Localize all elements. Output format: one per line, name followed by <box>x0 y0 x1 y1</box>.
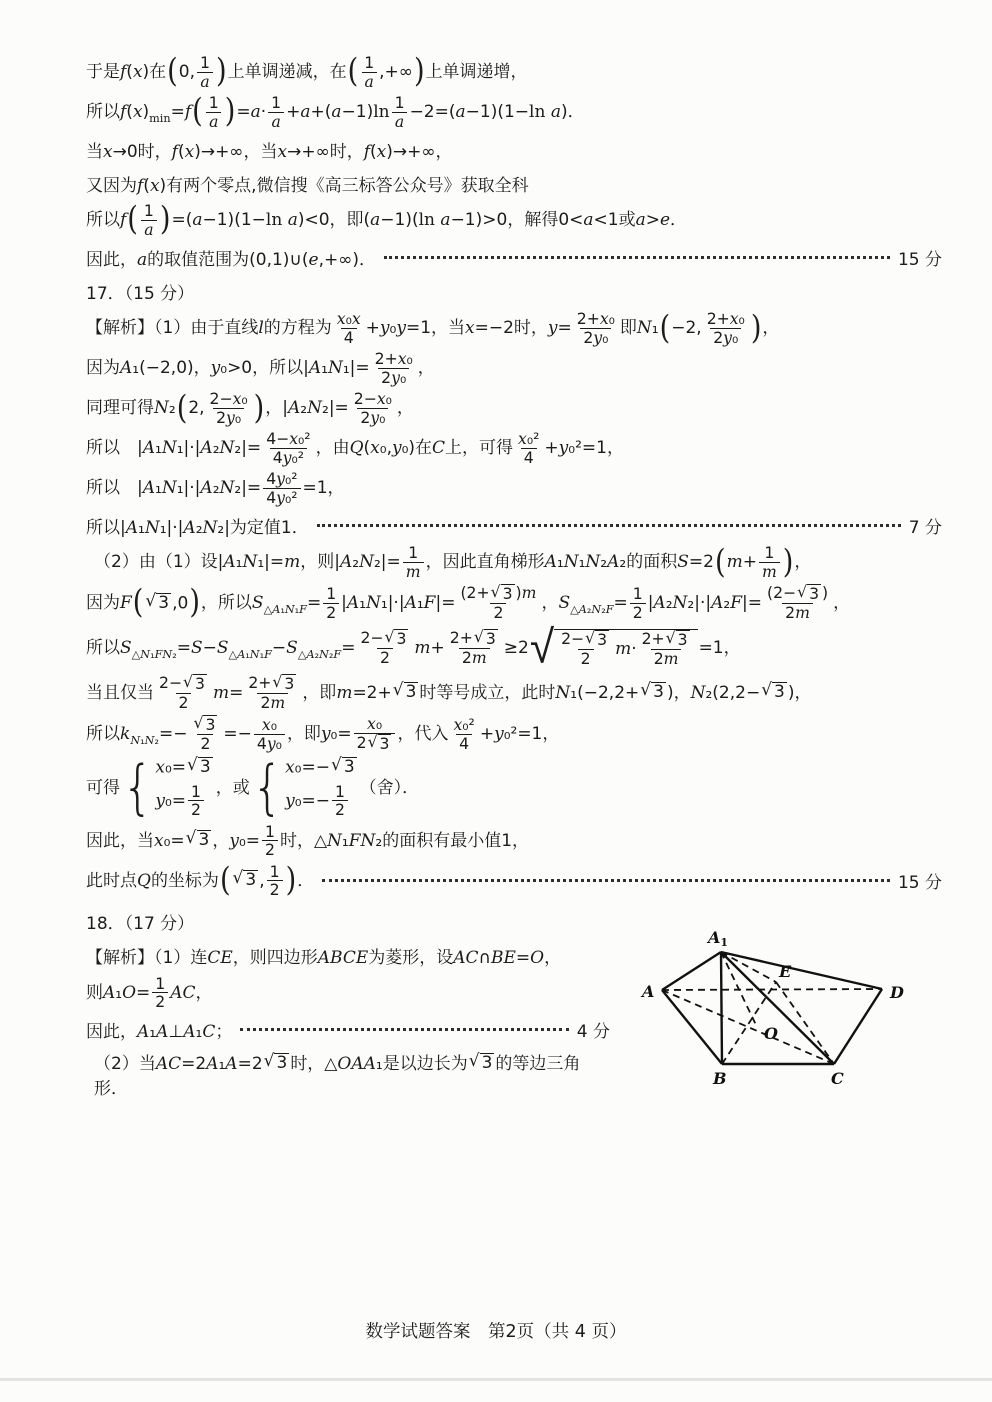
big-parentheses: ( m+ $\frac{1}{m}$ ) <box>714 543 794 581</box>
score-label: 4 分 <box>576 1022 610 1043</box>
solid-edge-AB <box>662 990 722 1064</box>
radical: √ 3 <box>473 627 496 649</box>
big-parentheses: ( $\frac{1}{a}$ ) <box>192 93 236 131</box>
radical: √ 3 <box>384 627 407 649</box>
fraction: $\frac{\text{2−x₀}}{\text{2y₀}}$ <box>353 389 392 427</box>
solution-line <box>86 752 942 822</box>
radical: √ 3 <box>183 671 205 693</box>
fraction: $\frac{1}{2}$ <box>152 975 168 1011</box>
line-content: 所以 |A₁N₁|·|A₂N₂|= $\frac{\text{4−x₀²}}{\text{4y₀²}}$ ，由Q(x₀,y₀)在C上，可得 $\frac{\text{x₀²}}{4}$ +y₀²=1， <box>86 429 624 467</box>
fraction: $\frac{\text{2−x₀}}{\text{2y₀}}$ <box>209 389 248 427</box>
geometry-figure <box>624 909 924 1097</box>
fraction: $\frac{1}{2}$ <box>630 585 646 621</box>
solid-edge-A1D <box>721 952 882 989</box>
vertex-label-A1: A1 <box>708 927 729 949</box>
radical: √ 3 <box>665 627 688 649</box>
fraction: $\frac{1}{m}$ <box>403 544 424 580</box>
fraction: $\frac{\text{x₀x}}{4}$ <box>336 309 361 347</box>
subscript: △A₂N₂F <box>570 603 614 617</box>
subscript: △A₁N₁F <box>228 647 272 661</box>
solid-edge-AA1 <box>662 952 721 990</box>
score-label: 7 分 <box>908 517 942 538</box>
solution-line <box>86 1049 610 1099</box>
dots-leader <box>384 256 890 259</box>
subscript: N₁N₂ <box>130 734 159 748</box>
line-content: 因为A₁(−2,0)，y₀>0，所以|A₁N₁|= $\frac{\text{2+x₀}}{\text{2y₀}}$ ， <box>86 349 435 387</box>
fraction: 2+ √ 3 2m <box>641 627 688 668</box>
scan-edge-artifact <box>0 1378 992 1381</box>
fraction: $\frac{1}{2}$ <box>332 783 348 819</box>
line-content: 于是f(x)在 ( 0, $\frac{1}{a}$ ) 上单调递减，在 ( $\frac{1}{a}$ ,+∞ ) 上单调递增， <box>86 53 528 91</box>
radical: √ 3 <box>797 582 820 604</box>
cases-system: { x₀=− √ 3 y₀=− $\frac{1}{2}$ <box>251 752 355 822</box>
line-content: 所以f ( $\frac{1}{a}$ ) =(a−1)(1−ln a)<0，即(a−1)(ln a−1)>0，解得0<a<1或a>e． <box>86 201 688 239</box>
solution-line <box>86 390 942 426</box>
solution-line <box>86 350 942 386</box>
vertex-label-D: D <box>890 982 904 1002</box>
fraction: $\frac{\text{2+x₀}}{\text{2y₀}}$ <box>706 309 745 347</box>
line-content: 则A₁O= $\frac{1}{2}$ AC， <box>86 973 213 1012</box>
dashed-edge-AC <box>662 990 834 1064</box>
fraction: $\frac{1}{a}$ <box>361 54 377 90</box>
fraction: 2− √ 3 2 <box>561 627 608 668</box>
solution-line <box>86 168 942 198</box>
big-parentheses: ( $\frac{1}{a}$ ) <box>127 201 171 239</box>
line-content: 同理可得N₂ ( 2, $\frac{\text{2−x₀}}{\text{2y₀}}$ ) ，|A₂N₂|= $\frac{\text{2−x₀}}{\text{2y₀}}$ ， <box>86 389 414 427</box>
line-content: 此时点Q的坐标为 ( √ 3 , $\frac{1}{2}$ ) ． <box>86 861 315 900</box>
solution-line <box>86 620 942 675</box>
fraction: $\frac{1}{a}$ <box>206 94 222 130</box>
line-content: 所以$f(x)_{min}=f$ ( $\frac{1}{a}$ ) =a· $\frac{1}{a}$ +a+(a−1)ln $\frac{1}{a}$ −2=(a−1)(1−ln a)． <box>86 93 585 131</box>
line-content: 【解析】（1）由于直线l的方程为 $\frac{\text{x₀x}}{4}$ +y₀y=1，当x=−2时，y= $\frac{\text{2+x₀}}{\text{2y₀}}$ 即N₁ ( −2, $\frac{\text{2+x₀}}{\text{2y₀}}$ ) ， <box>86 309 780 347</box>
solution-line <box>86 671 942 712</box>
cases-system: { x₀= √ 3 y₀= $\frac{1}{2}$ <box>122 752 211 822</box>
dots-leader <box>317 524 901 527</box>
dashed-edge-BE <box>722 982 776 1064</box>
big-parentheses: ( 2, $\frac{\text{2−x₀}}{\text{2y₀}}$ ) <box>176 389 265 427</box>
radical: √ 3 <box>367 732 390 753</box>
line-content: 所以$S_{\triangle N_1FN_2}=S-S_{\triangle A_1N_1F}-S_{\triangle A_2N_2F}=$ 2− √ 3 2 m+ 2+ √ 3 2m ≥2 √ 2− √ 3 2 m· 2+ √ 3 2m =1， <box>86 620 741 675</box>
solution-line <box>86 134 942 164</box>
radical: √ 3 <box>330 754 355 777</box>
score-label: 15 分 <box>897 873 942 894</box>
subscript: △A₁N₁F <box>263 603 307 617</box>
fraction: $\frac{\text{4−x₀²}}{\text{4y₀²}}$ <box>266 429 311 467</box>
big-parentheses: ( 0, $\frac{1}{a}$ ) <box>167 53 227 91</box>
solution-line <box>86 1015 610 1045</box>
page-footer: 数学试题答案 第2页（共 4 页） <box>365 1322 627 1342</box>
fraction: x₀ 2 √ 3 <box>354 715 396 753</box>
vertex-label-C: C <box>831 1068 844 1088</box>
radical: √ 3 <box>468 1051 493 1074</box>
big-parentheses: ( √ 3 , $\frac{1}{2}$ ) <box>219 861 297 900</box>
fraction: $\frac{1}{m}$ <box>759 544 780 580</box>
line-content: 【解析】（1）连CE，则四边形ABCE为菱形，设AC∩BE=O， <box>86 948 562 969</box>
line-content: 当x→0时，f(x)→+∞，当x→+∞时，f(x)→+∞， <box>86 141 453 162</box>
solid-edge-A1C <box>721 952 834 1064</box>
solution-line <box>86 470 942 506</box>
fraction: 2+ √ 3 2m <box>248 671 295 712</box>
fraction: $\frac{1}{a}$ <box>141 202 157 238</box>
fraction: $\frac{\text{4y₀²}}{\text{4y₀²}}$ <box>263 470 300 506</box>
solution-line <box>86 510 942 540</box>
fraction: $\frac{\text{2+x₀}}{\text{2y₀}}$ <box>374 349 413 387</box>
radical: √ 3 <box>193 713 216 735</box>
fraction: $\frac{1}{a}$ <box>197 54 213 90</box>
solution-line <box>86 276 942 306</box>
solution-line <box>86 584 942 622</box>
radical: √ 3 <box>272 671 295 693</box>
line-content: 因为F ( √ 3 ,0 ) ，所以$S_{\triangle A_1N_1F}=$ $\frac{1}{2}$ |A₁N₁|·|A₁F|= (2+ √ 3 )m 2 ，$S_{\triangle A_2N_2F}=$ $\frac{1}{2}$ |A₂N₂|·|A₂F|= (2− √ 3 ) 2m ， <box>86 582 851 623</box>
solution-line <box>86 975 610 1011</box>
fraction: 2− √ 3 2 <box>159 671 205 712</box>
radical: √ 3 <box>187 754 211 777</box>
solution-line <box>86 430 942 466</box>
dashed-edge-EC <box>776 982 834 1064</box>
solution-line <box>86 202 942 238</box>
radical: √ 3 <box>640 680 664 703</box>
line-content: 当且仅当 2− √ 3 2 m= 2+ √ 3 2m ，即m=2+ √ 3 时等号成立，此时N₁(−2,2+ √ 3 )，N₂(2,2− √ 3 )， <box>86 671 812 712</box>
dots-leader <box>240 1028 568 1031</box>
solution-line <box>86 823 942 859</box>
radical: √ 3 <box>490 582 513 604</box>
fraction: (2− √ 3 ) 2m <box>766 582 829 623</box>
fraction: $\frac{\text{2+x₀}}{\text{2y₀}}$ <box>576 309 615 347</box>
fraction: $\frac{\text{x₀²}}{4}$ <box>518 429 540 467</box>
solution-line <box>86 907 610 937</box>
radical: √ 3 <box>585 627 608 649</box>
line-content: 17．（15 分） <box>86 283 195 304</box>
radical: √ 3 <box>145 590 170 613</box>
solution-line <box>86 544 942 580</box>
line-content: 因此，A₁A⊥A₁C； <box>86 1022 233 1043</box>
subscript: min <box>149 112 171 126</box>
score-label: 15 分 <box>897 249 942 270</box>
line-content: 可得 { x₀= √ 3 y₀= $\frac{1}{2}$ ，或 { x₀=− √ 3 y₀=− $\frac{1}{2}$ （舍）． <box>86 752 420 822</box>
solution-text-block <box>86 54 942 899</box>
line-content: 18．（17 分） <box>86 914 195 935</box>
question-18-text-column <box>86 903 624 1103</box>
radical: √ 3 <box>392 680 417 703</box>
radical: √ 3 <box>263 1051 288 1074</box>
solution-line <box>86 310 942 346</box>
vertex-label-A: A <box>642 981 655 1001</box>
fraction: $\frac{\text{x₀²}}{4}$ <box>453 715 475 753</box>
line-content: 所以$k_{N_1N_2}=-$ √ 3 2 =− $\frac{\text{x₀}}{\text{4y₀}}$ ，即y₀= x₀ 2 √ 3 ，代入 $\frac{\text{x₀²}}{4}$ +y₀²=1， <box>86 713 560 754</box>
solution-line <box>86 863 942 899</box>
solution-line <box>86 54 942 90</box>
line-content: 因此，a的取值范围为(0,1)∪(e,+∞)． <box>86 249 377 270</box>
line-content: （2）由（1）设|A₁N₁|=m，则|A₂N₂|= $\frac{1}{m}$ ，因此直角梯形A₁N₁N₂A₂的面积S=2 ( m+ $\frac{1}{m}$ ) ， <box>94 543 812 581</box>
question-18-figure-column <box>624 903 942 1102</box>
fraction: $\frac{1}{2}$ <box>267 863 283 899</box>
vertex-label-O: O <box>764 1023 778 1043</box>
radical: √ 3 <box>761 680 785 703</box>
big-parentheses: ( −2, $\frac{\text{2+x₀}}{\text{2y₀}}$ ) <box>659 309 762 347</box>
radical: √ 3 <box>232 868 257 891</box>
fraction: √ 3 2 <box>193 713 216 754</box>
solution-line <box>86 242 942 272</box>
subscript: △A₂N₂F <box>297 647 342 661</box>
line-content: （2）当AC=2A₁A=2 √ 3 时，△OAA₁是以边长为 √ 3 的等边三角形． <box>94 1051 581 1099</box>
question-18-section <box>86 903 942 1103</box>
fraction: $\frac{1}{2}$ <box>262 823 278 859</box>
solid-edge-A1B <box>721 952 722 1064</box>
line-content: 又因为f(x)有两个零点,微信搜《高三标答公众号》获取全科 <box>86 175 529 196</box>
fraction: $\frac{\text{x₀}}{\text{4y₀}}$ <box>254 716 285 752</box>
solution-line <box>86 715 942 753</box>
solution-line <box>86 941 610 971</box>
fraction: $\frac{1}{2}$ <box>323 585 339 621</box>
big-parentheses: ( √ 3 ,0 ) <box>132 584 200 622</box>
solid-edge-CD <box>834 989 882 1064</box>
fraction: $\frac{1}{2}$ <box>188 783 204 819</box>
vertex-label-B: B <box>713 1068 727 1088</box>
dots-leader <box>322 879 890 882</box>
radical: √ 2− √ 3 2 m· 2+ √ 3 2m <box>530 626 698 670</box>
radical: √ 3 <box>185 828 210 851</box>
dashed-edge-A1E <box>721 952 776 982</box>
fraction: 2+ √ 3 2m <box>449 627 496 668</box>
line-content: 因此，当x₀= √ 3 ，y₀= $\frac{1}{2}$ 时，△N₁FN₂的面积有最小值1， <box>86 821 530 860</box>
solution-line <box>86 94 942 130</box>
line-content: 所以 |A₁N₁|·|A₂N₂|= $\frac{\text{4y₀²}}{\text{4y₀²}}$ =1， <box>86 469 345 507</box>
vertex-label-E: E <box>779 961 792 981</box>
fraction: (2+ √ 3 )m 2 <box>460 582 537 623</box>
fraction: $\frac{1}{a}$ <box>392 94 408 130</box>
big-parentheses: ( $\frac{1}{a}$ ,+∞ ) <box>347 53 425 91</box>
fraction: $\frac{1}{a}$ <box>268 94 284 130</box>
fraction: 2− √ 3 2 <box>360 627 407 668</box>
subscript: △N₁FN₂ <box>131 647 177 661</box>
line-content: 所以|A₁N₁|·|A₂N₂|为定值1． <box>86 517 309 538</box>
